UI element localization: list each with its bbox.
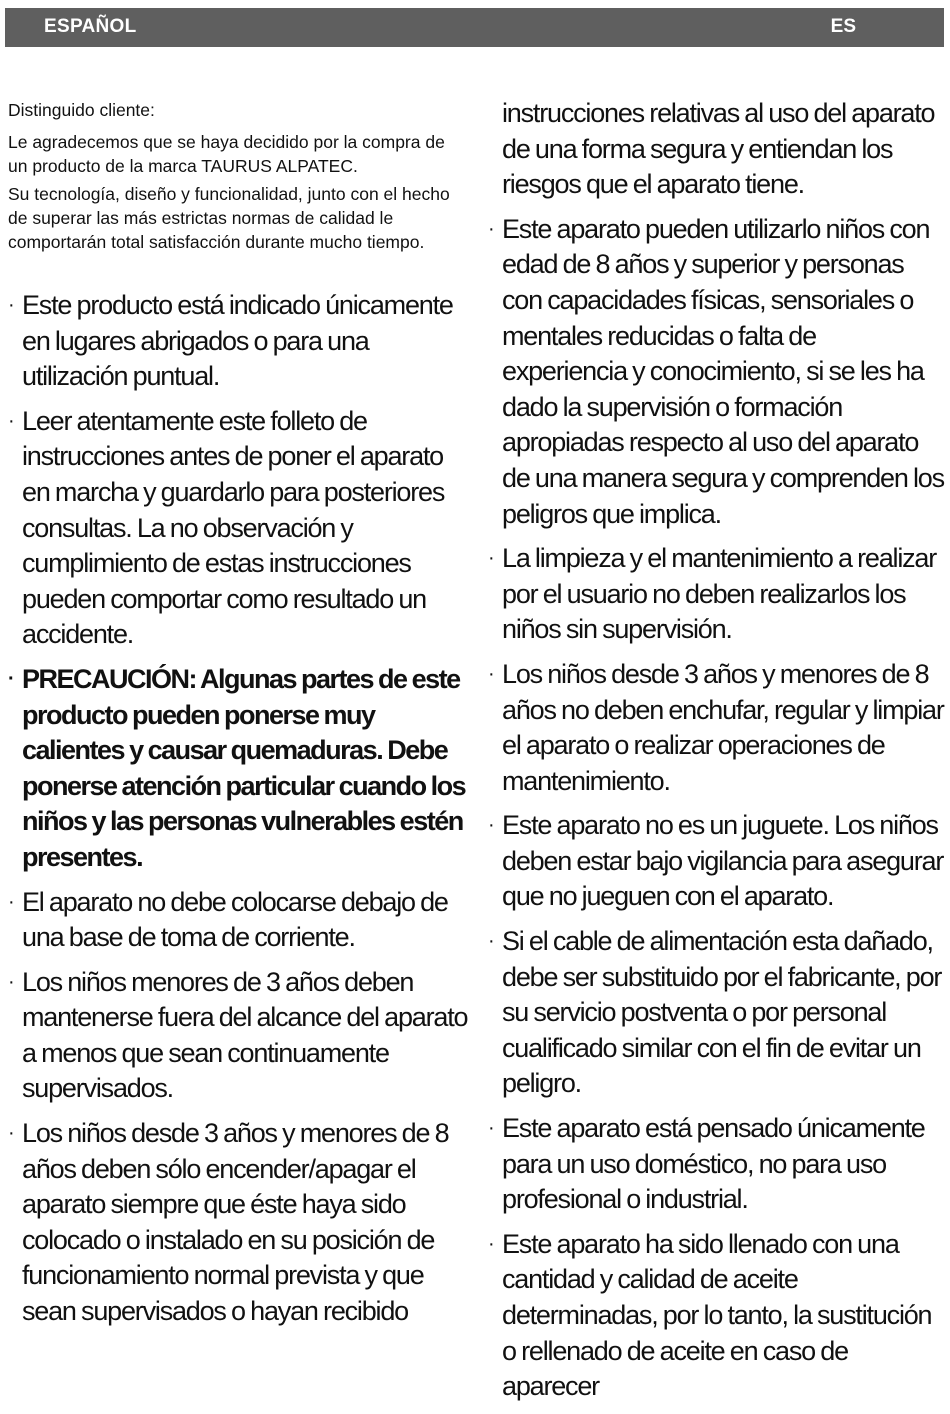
intro-paragraph-2: Su tecnología, diseño y funcionalidad, junto con el hecho de superar las más estrictas normas de calidad le comportarán total satisfacción durante mucho tiempo. xyxy=(8,184,450,252)
right-warning-list xyxy=(488,212,946,1405)
list-item xyxy=(488,924,946,1102)
list-item-text: Este producto está indicado únicamente en lugares abrigados o para una utilización puntual. xyxy=(22,290,453,392)
bullet-glyph: · xyxy=(488,217,494,240)
continued-text: instrucciones relativas al uso del aparato de una forma segura y entiendan los riesgos que el aparato tiene. xyxy=(502,98,935,200)
bullet-glyph: · xyxy=(8,409,14,432)
list-item-text: Los niños desde 3 años y menores de 8 años no deben enchufar, regular y limpiar el aparato o realizar operaciones de mantenimiento. xyxy=(502,658,944,796)
list-item-text: Leer atentamente este folleto de instrucciones antes de poner el aparato en marcha y guardarlo para posteriores consultas. La no observación y cumplimiento de estas instrucciones pueden comportar como resultado un accidente. xyxy=(22,405,445,650)
bullet-glyph: · xyxy=(488,1232,494,1255)
bullet-glyph: · xyxy=(488,662,494,685)
list-item xyxy=(8,885,468,956)
list-item xyxy=(488,1111,946,1218)
list-item xyxy=(488,808,946,915)
list-item-caution xyxy=(8,662,468,876)
bullet-glyph: · xyxy=(488,814,494,837)
bullet-glyph: · xyxy=(488,930,494,953)
list-item-text: El aparato no debe colocarse debajo de una base de toma de corriente. xyxy=(22,886,448,953)
list-item-text: Los niños menores de 3 años deben mantenerse fuera del alcance del aparato a menos que sean continuamente supervisados. xyxy=(22,966,468,1104)
list-item-text: PRECAUCIÓN: Algunas partes de este producto pueden ponerse muy calientes y causar quemaduras. Debe ponerse atención particular cuando los niños y las personas vulnerables estén presentes. xyxy=(22,663,466,872)
header-bar xyxy=(5,8,944,47)
list-item xyxy=(8,288,468,395)
left-column xyxy=(8,98,468,1339)
list-item-text: Este aparato pueden utilizarlo niños con edad de 8 años y superior y personas con capacidades físicas, sensoriales o mentales reducidas o falta de experiencia y conocimiento, si se les ha dado la supervisión o formación apropiadas respecto al uso del aparato de una manera segura y comprenden los peligros que implica. xyxy=(502,213,944,529)
intro xyxy=(8,98,468,254)
list-item-text: Este aparato está pensado únicamente para un uso doméstico, no para uso profesional o industrial. xyxy=(502,1113,925,1215)
header-language-code: ES xyxy=(830,16,856,37)
intro-paragraph-1: Le agradecemos que se haya decidido por la compra de un producto de la marca TAURUS ALPATEC. xyxy=(8,132,445,176)
bullet-glyph: · xyxy=(8,1122,14,1145)
list-item-text: Los niños desde 3 años y menores de 8 años deben sólo encender/apagar el aparato siempre que éste haya sido colocado o instalado en su posición de funcionamiento normal prevista y que sean supervisados o hayan recibido xyxy=(22,1118,449,1327)
intro-greeting: Distinguido cliente: xyxy=(8,100,155,120)
list-item xyxy=(488,541,946,648)
bullet-glyph: · xyxy=(488,547,494,570)
header-language: ESPAÑOL xyxy=(44,16,137,37)
list-item xyxy=(8,404,468,653)
bullet-glyph: · xyxy=(8,890,14,913)
list-item-text: Este aparato no es un juguete. Los niños deben estar bajo vigilancia para asegurar que no jueguen con el aparato. xyxy=(502,810,944,912)
bullet-glyph: · xyxy=(8,667,14,690)
list-item xyxy=(488,212,946,532)
left-warning-list xyxy=(8,288,468,1330)
bullet-glyph: · xyxy=(8,294,14,316)
list-item xyxy=(488,657,946,799)
list-item-text: La limpieza y el mantenimiento a realizar por el usuario no deben realizarlos los niños sin supervisión. xyxy=(502,543,937,645)
bullet-glyph: · xyxy=(8,970,14,993)
list-item xyxy=(8,965,468,1107)
list-item xyxy=(8,1116,468,1330)
bullet-glyph: · xyxy=(488,1117,494,1140)
list-item xyxy=(488,1227,946,1405)
list-item-text: Este aparato ha sido llenado con una cantidad y calidad de aceite determinadas, por lo tanto, la sustitución o rellenado de aceite en caso de aparecer xyxy=(502,1228,932,1402)
right-column xyxy=(488,96,946,1414)
list-item-text: Si el cable de alimentación esta dañado, debe ser substituido por el fabricante, por su servicio postventa o por personal cualificado similar con el fin de evitar un peligro. xyxy=(502,926,942,1099)
